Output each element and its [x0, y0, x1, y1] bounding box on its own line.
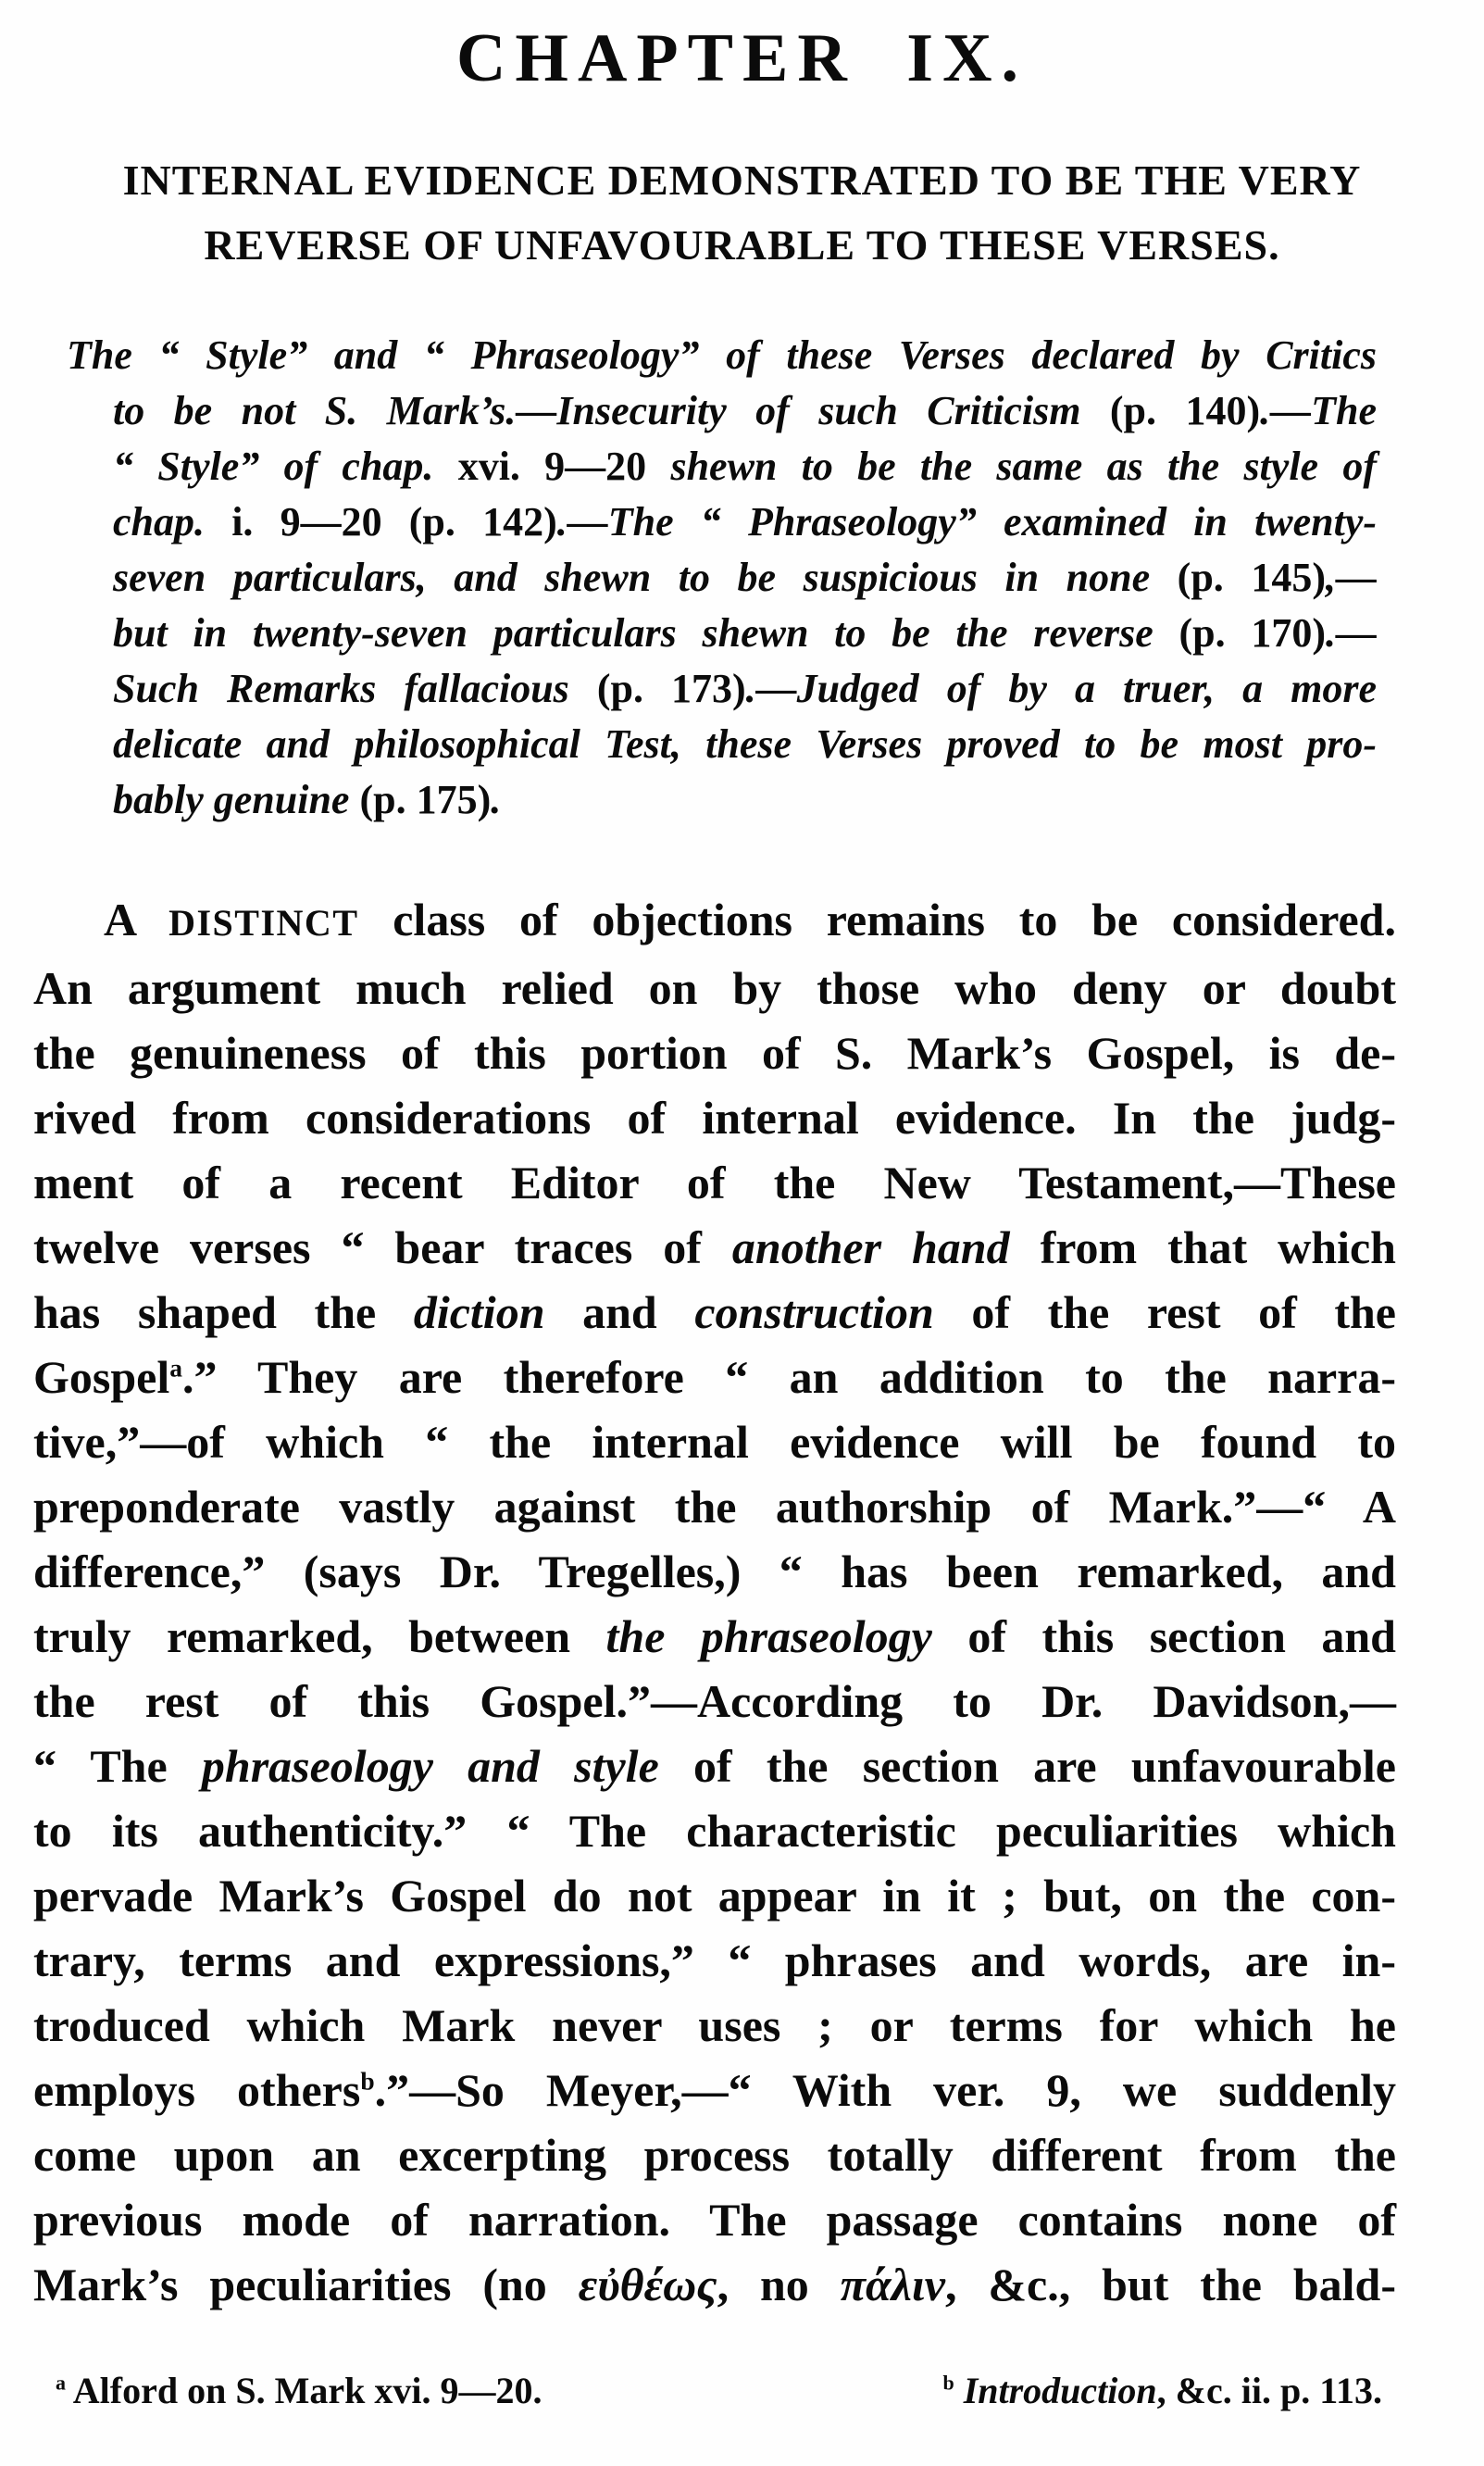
- chapter-title: CHAPTER IX.: [455, 20, 1029, 96]
- summary-line: “ Style” of chap. xvi. 9—20 shewn to be the same as the style of: [113, 444, 1377, 489]
- body-line: pervade Mark’s Gospel do not appear in it ; but, on the con-: [33, 1870, 1396, 1921]
- body-line: rived from considerations of internal evidence. In the judg-: [33, 1092, 1396, 1144]
- subtitle-line-1: INTERNAL EVIDENCE DEMONSTRATED TO BE THE VERY: [122, 156, 1362, 204]
- summary-line: to be not S. Mark’s.—Insecurity of such Criticism (p. 140).—The: [113, 388, 1377, 433]
- body-paragraph: [33, 887, 1396, 2317]
- body-line: difference,” (says Dr. Tregelles,) “ has been remarked, and: [33, 1546, 1396, 1597]
- summary-line: bably genuine (p. 175).: [113, 777, 502, 822]
- body-line: twelve verses “ bear traces of another hand from that which: [33, 1221, 1396, 1273]
- body-line: “ The phraseology and style of the section are unfavourable: [33, 1740, 1396, 1792]
- summary-line: but in twenty-seven particulars shewn to be the reverse (p. 170).—: [113, 610, 1377, 656]
- body-line: Mark’s peculiarities (no εὐθέως, no πάλιν, &c., but the bald-: [33, 2259, 1396, 2310]
- body-line: trary, terms and expressions,” “ phrases and words, are in-: [33, 1934, 1396, 1986]
- summary-line: delicate and philosophical Test, these Verses proved to be most pro-: [113, 721, 1377, 767]
- body-line: An argument much relied on by those who deny or doubt: [33, 962, 1396, 1014]
- body-line: A DISTINCT class of objections remains to be considered.: [104, 894, 1396, 945]
- body-line: tive,”—of which “ the internal evidence will be found to: [33, 1416, 1396, 1468]
- body-line: the genuineness of this portion of S. Mark’s Gospel, is de-: [33, 1027, 1396, 1079]
- body-line: the rest of this Gospel.”—According to Dr. Davidson,—: [33, 1675, 1396, 1727]
- footnote-b: $^b$ Introduction, &c. ii. p. 113.: [942, 2370, 1382, 2411]
- body-line: to its authenticity.” “ The characteristic peculiarities which: [33, 1805, 1396, 1857]
- footnotes: [56, 2369, 1382, 2413]
- body-line: come upon an excerpting process totally different from the: [33, 2129, 1396, 2181]
- summary-line: The “ Style” and “ Phraseology” of these Verses declared by Critics: [67, 332, 1377, 378]
- body-line: Gospel$^a$.” They are therefore “ an addition to the narra-: [33, 1351, 1396, 1403]
- body-line: preponderate vastly against the authorship of Mark.”—“ A: [33, 1481, 1396, 1533]
- footnote-a: $^a$ Alford on S. Mark xvi. 9—20.: [56, 2370, 542, 2411]
- body-line: truly remarked, between the phraseology of this section and: [33, 1610, 1396, 1662]
- body-line: previous mode of narration. The passage contains none of: [33, 2194, 1396, 2246]
- chapter-subtitle: [0, 148, 1484, 278]
- body-line: ment of a recent Editor of the New Testament,—These: [33, 1157, 1396, 1208]
- body-line: employs others$^b$.”—So Meyer,—“ With ver. 9, we suddenly: [33, 2064, 1396, 2116]
- subtitle-line-2: REVERSE OF UNFAVOURABLE TO THESE VERSES.: [204, 221, 1280, 269]
- chapter-summary: [67, 328, 1378, 828]
- summary-line: seven particulars, and shewn to be suspicious in none (p. 145),—: [113, 555, 1377, 600]
- body-line: troduced which Mark never uses ; or terms for which he: [33, 1999, 1396, 2051]
- summary-line: chap. i. 9—20 (p. 142).—The “ Phraseology” examined in twenty-: [113, 499, 1378, 545]
- body-line: has shaped the diction and construction of the rest of the: [33, 1286, 1396, 1338]
- summary-line: Such Remarks fallacious (p. 173).—Judged of by a truer, a more: [113, 666, 1377, 711]
